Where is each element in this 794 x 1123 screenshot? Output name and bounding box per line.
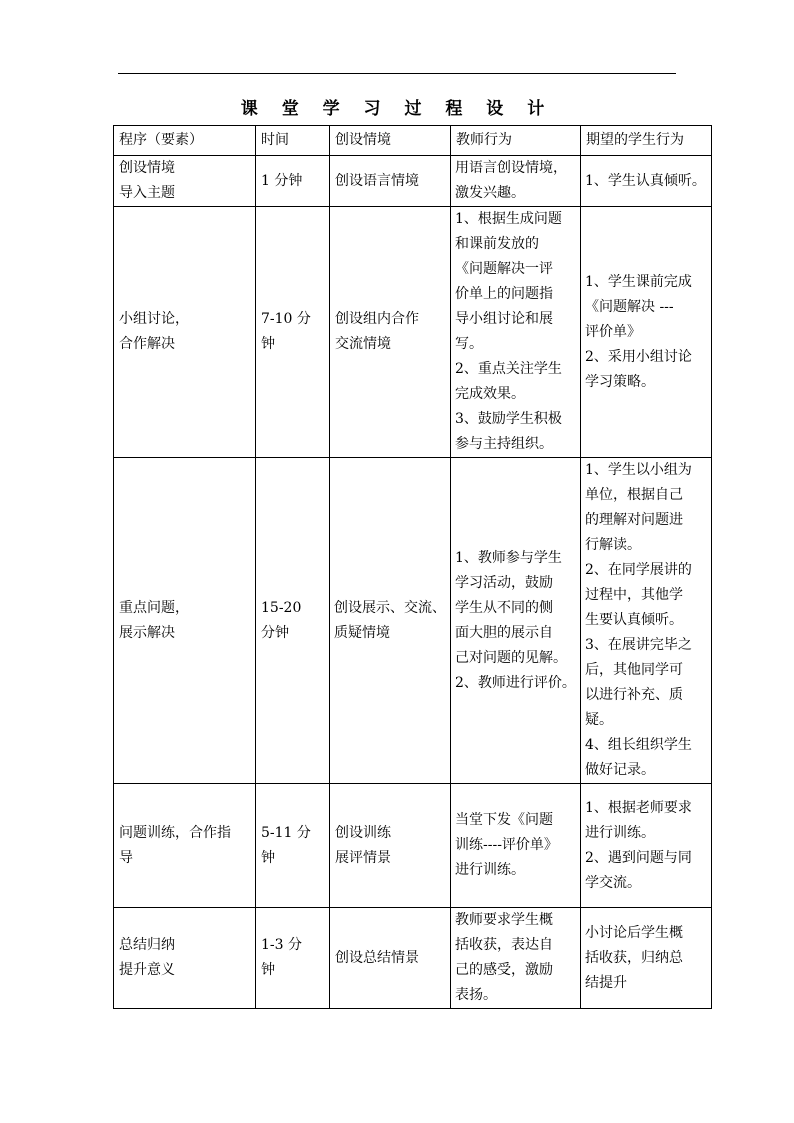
header-step: 程序（要素）: [114, 126, 256, 156]
teacher-cell: 当堂下发《问题 训练----评价单》 进行训练。: [451, 784, 581, 908]
header-time: 时间: [256, 126, 330, 156]
step-cell: 小组讨论， 合作解决: [114, 207, 256, 458]
table-row: [114, 784, 712, 908]
student-cell: 1、根据老师要求 进行训练。 2、遇到问题与同 学交流。: [581, 784, 712, 908]
time-cell: 1 分钟: [256, 156, 330, 207]
teacher-cell: 用语言创设情境， 激发兴趣。: [451, 156, 581, 207]
step-cell: 总结归纳 提升意义: [114, 908, 256, 1009]
table-row: [114, 156, 712, 207]
student-cell: 小讨论后学生概 括收获，归纳总 结提升: [581, 908, 712, 1009]
table-row: [114, 908, 712, 1009]
step-cell: 重点问题， 展示解决: [114, 458, 256, 784]
situation-cell: 创设语言情境: [330, 156, 451, 207]
time-cell: 5-11 分 钟: [256, 784, 330, 908]
student-cell: 1、学生以小组为 单位，根据自己 的理解对问题进 行解读。 2、在同学展讲的 过程中，其他学 生要认真倾听。 3、在展讲完毕之 后，其他同学可 以进行补充、质 疑。 4、组长组织学生 做好记录。: [581, 458, 712, 784]
teacher-cell: 1、教师参与学生 学习活动，鼓励 学生从不同的侧 面大胆的展示自 己对问题的见解。 2、教师进行评价。: [451, 458, 581, 784]
header-situation: 创设情境: [330, 126, 451, 156]
table-row: [114, 458, 712, 784]
situation-cell: 创设训练 展评情景: [330, 784, 451, 908]
lesson-plan-table: [113, 125, 712, 1009]
teacher-cell: 1、根据生成问题 和课前发放的 《问题解决一评 价单上的问题指 导小组讨论和展 写。 2、重点关注学生 完成效果。 3、鼓励学生积极 参与主持组织。: [451, 207, 581, 458]
student-cell: 1、学生认真倾听。: [581, 156, 712, 207]
student-cell: 1、学生课前完成 《问题解决 --- 评价单》 2、采用小组讨论 学习策略。: [581, 207, 712, 458]
time-cell: 15-20 分钟: [256, 458, 330, 784]
time-cell: 1-3 分 钟: [256, 908, 330, 1009]
situation-cell: 创设总结情景: [330, 908, 451, 1009]
step-cell: 问题训练，合作指 导: [114, 784, 256, 908]
table-header-row: [114, 126, 712, 156]
header-teacher: 教师行为: [451, 126, 581, 156]
step-cell: 创设情境 导入主题: [114, 156, 256, 207]
situation-cell: 创设组内合作 交流情境: [330, 207, 451, 458]
situation-cell: 创设展示、交流、 质疑情境: [330, 458, 451, 784]
time-cell: 7-10 分 钟: [256, 207, 330, 458]
header-rule: [118, 73, 676, 74]
teacher-cell: 教师要求学生概 括收获，表达自 己的感受，激励 表扬。: [451, 908, 581, 1009]
table-row: [114, 207, 712, 458]
header-student: 期望的学生行为: [581, 126, 712, 156]
page-title: 课 堂 学 习 过 程 设 计: [240, 99, 554, 119]
